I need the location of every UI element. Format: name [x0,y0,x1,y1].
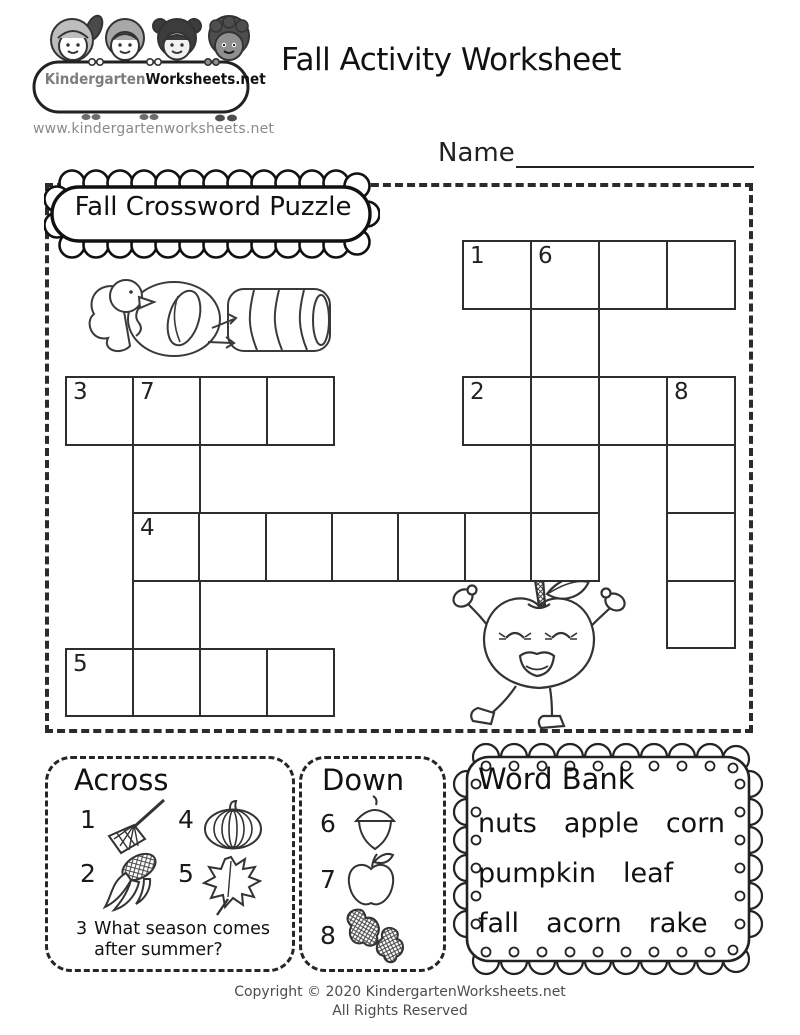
crossword-cell[interactable] [331,512,399,582]
pumpkin-icon [202,799,264,851]
cell-number: 6 [538,243,553,269]
crossword-cell-5[interactable] [65,648,134,717]
across-clue-4-number: 4 [178,805,194,834]
across-clue-3-number: 3 [76,919,88,939]
word-bank-word: pumpkin [478,858,596,889]
crossword-cell-8[interactable] [666,376,736,446]
word-bank-word: acorn [546,908,622,939]
crossword-cell[interactable] [666,444,736,514]
name-label: Name [438,138,515,168]
cell-number: 1 [470,243,485,269]
word-bank-title: Word Bank [478,762,635,796]
peanuts-icon [344,907,430,971]
word-bank-word: leaf [622,858,674,889]
apple-icon [342,851,400,911]
crossword-cell[interactable] [199,648,268,717]
site-url: www.kindergartenworksheets.net [33,121,275,137]
down-clue-7-number: 7 [320,865,336,894]
crossword-cell[interactable] [397,512,466,582]
crossword-cell-1[interactable] [462,240,532,310]
across-clue-1-number: 1 [80,805,96,834]
crossword-cell[interactable] [266,648,335,717]
crossword-cell[interactable] [265,512,333,582]
word-bank-row [478,908,708,939]
word-bank-word: nuts [478,808,537,839]
across-clues-panel [45,756,295,972]
crossword-cell-4[interactable] [132,512,200,582]
down-clue-8-number: 8 [320,921,336,950]
crossword-cell[interactable] [530,512,600,582]
crossword-cell[interactable] [666,512,736,582]
footer-copyright: Copyright © 2020 KindergartenWorksheets.net [234,984,566,1000]
logo-wordmark-worksheets: Worksheets.net [145,70,266,88]
crossword-cell[interactable] [598,240,668,310]
footer-rights: All Rights Reserved [332,1003,468,1019]
crossword-cell[interactable] [530,376,600,446]
leaf-icon [198,851,264,917]
crossword-cell-7[interactable] [132,376,201,446]
word-bank-word: apple [563,808,639,839]
word-bank-word: rake [648,908,708,939]
acorn-icon [348,793,402,853]
cell-number: 5 [73,651,88,677]
across-title: Across [74,763,169,797]
logo-wordmark-kindergarten: Kindergarten [44,70,146,88]
crossword-cell[interactable] [598,376,668,446]
word-bank-word: fall [478,908,520,939]
down-clues-panel [299,756,446,972]
cell-number: 4 [140,515,155,541]
crossword-cell[interactable] [266,376,335,446]
page-title: Fall Activity Worksheet [281,42,621,78]
crossword-cell[interactable] [199,376,268,446]
crossword-cell[interactable] [464,512,532,582]
cell-number: 2 [470,379,485,405]
word-bank-row [478,808,725,839]
across-clue-5-number: 5 [178,859,194,888]
cell-number: 3 [73,379,88,405]
crossword-cell[interactable] [530,444,600,514]
word-bank-row [478,858,673,889]
corn-icon [102,851,160,913]
cell-number: 7 [140,379,155,405]
crossword-cell[interactable] [530,308,600,378]
across-clue-3 [76,919,288,961]
crossword-cell[interactable] [132,444,201,514]
crossword-cell-3[interactable] [65,376,134,446]
rake-icon [104,797,166,855]
across-clue-3-text: What season comes after summer? [94,919,271,960]
down-clue-6-number: 6 [320,809,336,838]
crossword-cell[interactable] [198,512,267,582]
crossword-cell[interactable] [666,240,736,310]
across-clue-2-number: 2 [80,859,96,888]
crossword-cell[interactable] [132,580,201,650]
cell-number: 8 [674,379,689,405]
down-title: Down [322,763,405,797]
word-bank-word: corn [665,808,725,839]
puzzle-heading: Fall Crossword Puzzle [74,192,352,222]
crossword-cell[interactable] [132,648,201,717]
crossword-cell-6[interactable] [530,240,600,310]
crossword-cell-2[interactable] [462,376,532,446]
crossword-cell[interactable] [666,580,736,649]
